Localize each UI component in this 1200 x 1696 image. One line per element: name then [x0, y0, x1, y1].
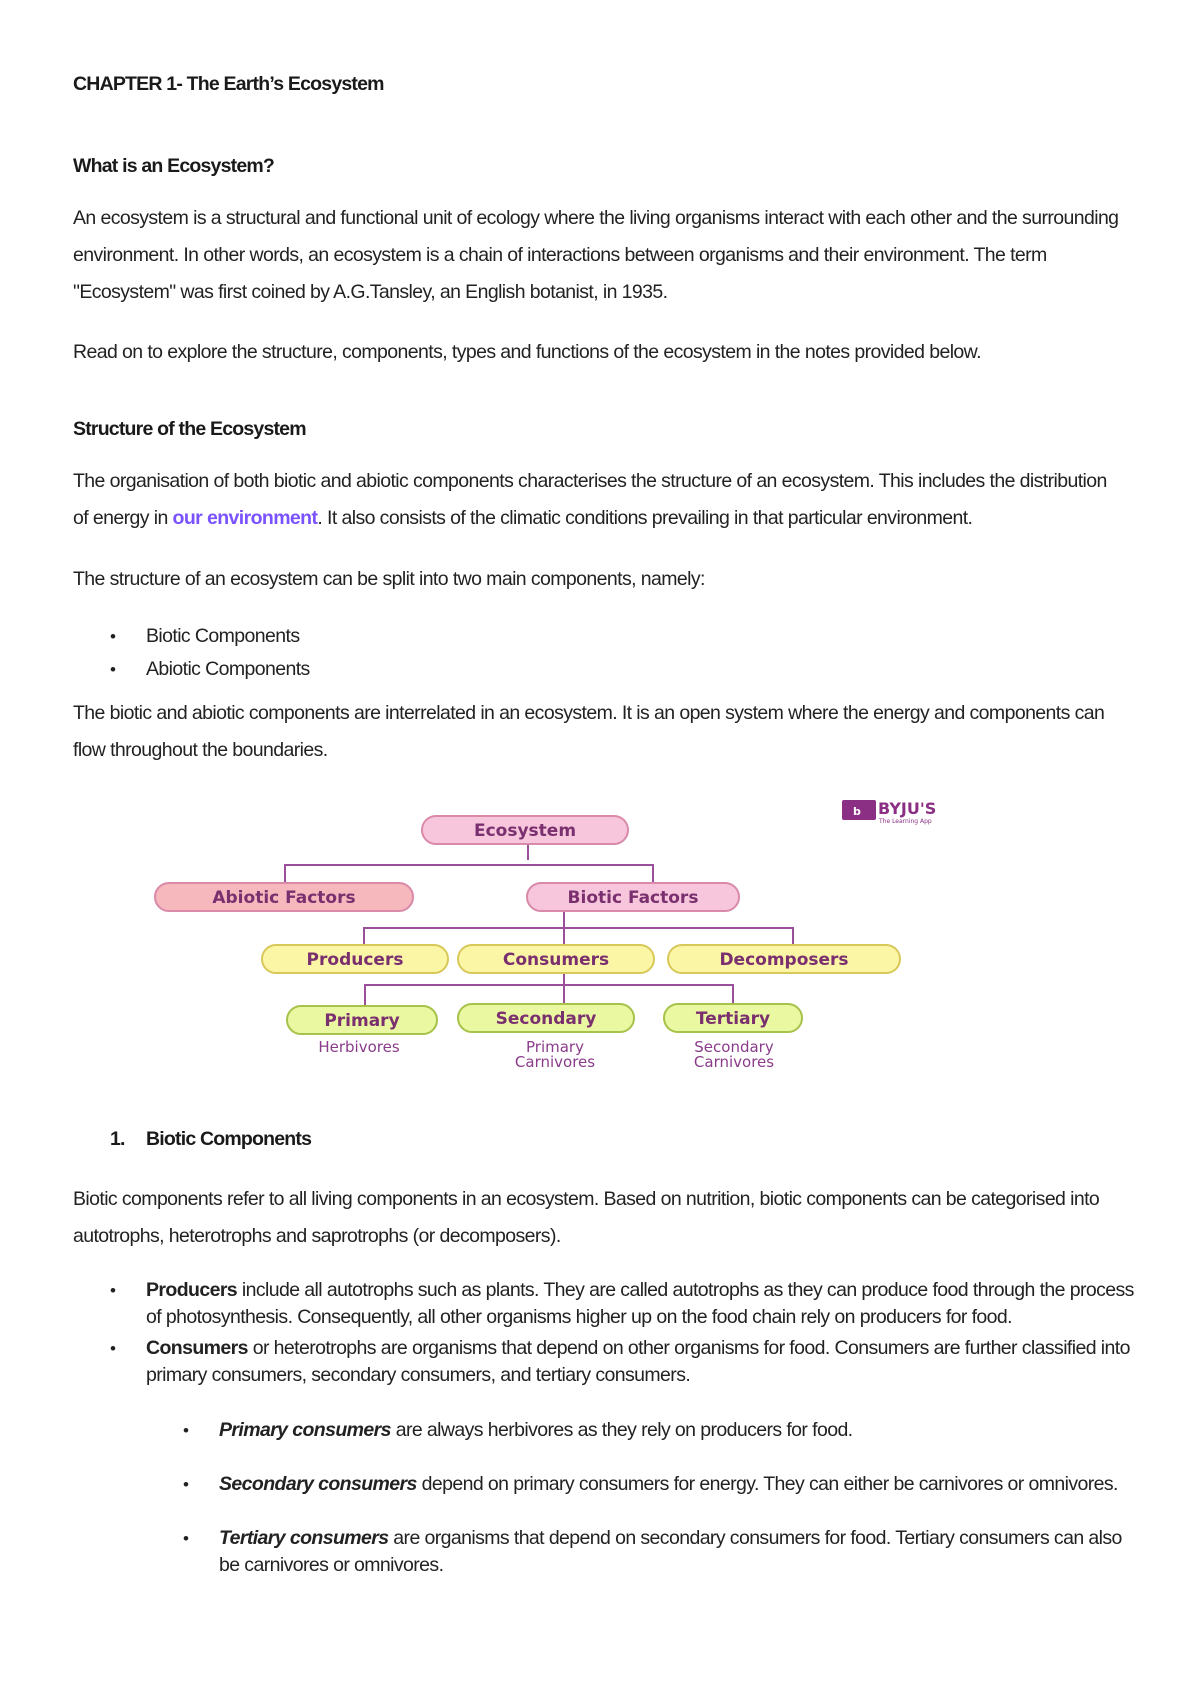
node-ecosystem	[422, 816, 628, 844]
bullet-icon: •	[110, 660, 116, 679]
section-heading-what-is: What is an Ecosystem?	[73, 155, 275, 177]
byjus-logo-text: BYJU'S	[878, 799, 937, 818]
svg-text:Producers: Producers	[306, 950, 404, 970]
node-primary	[287, 1006, 437, 1034]
consumer-types-list	[183, 1417, 1139, 1579]
list-item-secondary: • Secondary consumers depend on primary consumers for energy. They can either be carnivores or omnivores.	[219, 1471, 1139, 1498]
node-secondary	[458, 1004, 634, 1032]
structure-line-1: The organisation of both biotic and abiotic components characterises the structure of an ecosystem. This includes the distribution	[73, 470, 1107, 492]
node-tertiary	[664, 1004, 802, 1032]
what-is-line-2: environment. In other words, an ecosystem is a chain of interactions between organisms and their environment. The term	[73, 244, 1047, 266]
biotic-list	[110, 1277, 1136, 1389]
section-heading-biotic: Biotic Components	[146, 1128, 312, 1150]
svg-text:Primary: Primary	[324, 1011, 400, 1031]
biotic-intro-line-2: autotrophs, heterotrophs and saprotrophs (or decomposers).	[73, 1225, 561, 1247]
bullet-icon: •	[110, 1281, 116, 1300]
bullet-icon: •	[183, 1529, 189, 1548]
section-heading-structure: Structure of the Ecosystem	[73, 418, 306, 440]
biotic-number: 1.	[110, 1128, 125, 1150]
what-is-line-1: An ecosystem is a structural and functional unit of ecology where the living organisms interact with each other and the surrounding	[73, 207, 1119, 229]
list-item: • Biotic Components	[146, 620, 310, 653]
bullet-icon: •	[183, 1475, 189, 1494]
our-environment-link[interactable]: our environment	[172, 507, 318, 529]
svg-text:Tertiary: Tertiary	[695, 1009, 771, 1029]
list-item-consumers: • Consumers or heterotrophs are organisms that depend on other organisms for food. Consumers are further classified into primary consumers, secondary consumers, and tertiary consumers.	[110, 1337, 1130, 1386]
ecosystem-diagram	[150, 780, 970, 1080]
svg-text:Decomposers: Decomposers	[719, 950, 849, 970]
read-on-paragraph: Read on to explore the structure, components, types and functions of the ecosystem in the notes provided below.	[73, 341, 981, 363]
byjus-logo	[842, 799, 936, 825]
structure-line-2	[73, 500, 972, 537]
node-consumers	[458, 945, 654, 973]
connector-lines	[285, 832, 793, 1006]
node-producers	[262, 945, 448, 973]
svg-text:Abiotic Factors: Abiotic Factors	[212, 888, 356, 908]
svg-text:Secondary: Secondary	[495, 1009, 597, 1029]
svg-text:Consumers: Consumers	[502, 950, 610, 970]
structure-line-2-end: . It also consists of the climatic conditions prevailing in that particular environment.	[317, 507, 973, 529]
node-decomposers	[668, 945, 900, 973]
label-herbivores: Herbivores	[318, 1038, 400, 1056]
svg-text:b: b	[853, 805, 861, 818]
split-intro: The structure of an ecosystem can be split into two main components, namely:	[73, 568, 705, 590]
bullet-icon: •	[110, 1339, 116, 1358]
structure-line-2-start: of energy in	[73, 507, 173, 529]
label-secondary-carnivores-1: Secondary	[694, 1038, 774, 1056]
node-abiotic-factors	[155, 883, 413, 911]
label-primary-carnivores-1: Primary	[526, 1038, 584, 1056]
label-secondary-carnivores-2: Carnivores	[693, 1053, 775, 1071]
list-item-producers: • Producers include all autotrophs such as plants. They are called autotrophs as they can produce food through the process of photosynthesis. Consequently, all other organisms higher up on the food chain rely on producers for food.	[110, 1279, 1134, 1328]
components-list	[110, 620, 310, 686]
svg-text:Biotic Factors: Biotic Factors	[567, 888, 699, 908]
interrelated-line-2: flow throughout the boundaries.	[73, 739, 328, 761]
list-item-tertiary: • Tertiary consumers are organisms that depend on secondary consumers for food. Tertiary consumers can also be carnivores or omnivores.	[183, 1527, 1122, 1576]
svg-text:Ecosystem: Ecosystem	[473, 821, 577, 841]
biotic-intro-line-1: Biotic components refer to all living components in an ecosystem. Based on nutrition, biotic components can be categorised into	[73, 1188, 1100, 1210]
list-item-primary: • Primary consumers are always herbivores as they rely on producers for food.	[219, 1417, 1139, 1444]
bullet-icon: •	[183, 1421, 189, 1440]
interrelated-line-1: The biotic and abiotic components are interrelated in an ecosystem. It is an open system where the energy and components can	[73, 702, 1105, 724]
bullet-icon: •	[110, 627, 116, 646]
label-primary-carnivores-2: Carnivores	[514, 1053, 596, 1071]
list-item: • Abiotic Components	[146, 653, 310, 686]
chapter-title: CHAPTER 1- The Earth’s Ecosystem	[73, 73, 384, 95]
node-biotic-factors	[527, 883, 739, 911]
byjus-logo-tagline: The Learning App	[879, 818, 932, 825]
what-is-line-3: "Ecosystem" was first coined by A.G.Tansley, an English botanist, in 1935.	[73, 281, 668, 303]
